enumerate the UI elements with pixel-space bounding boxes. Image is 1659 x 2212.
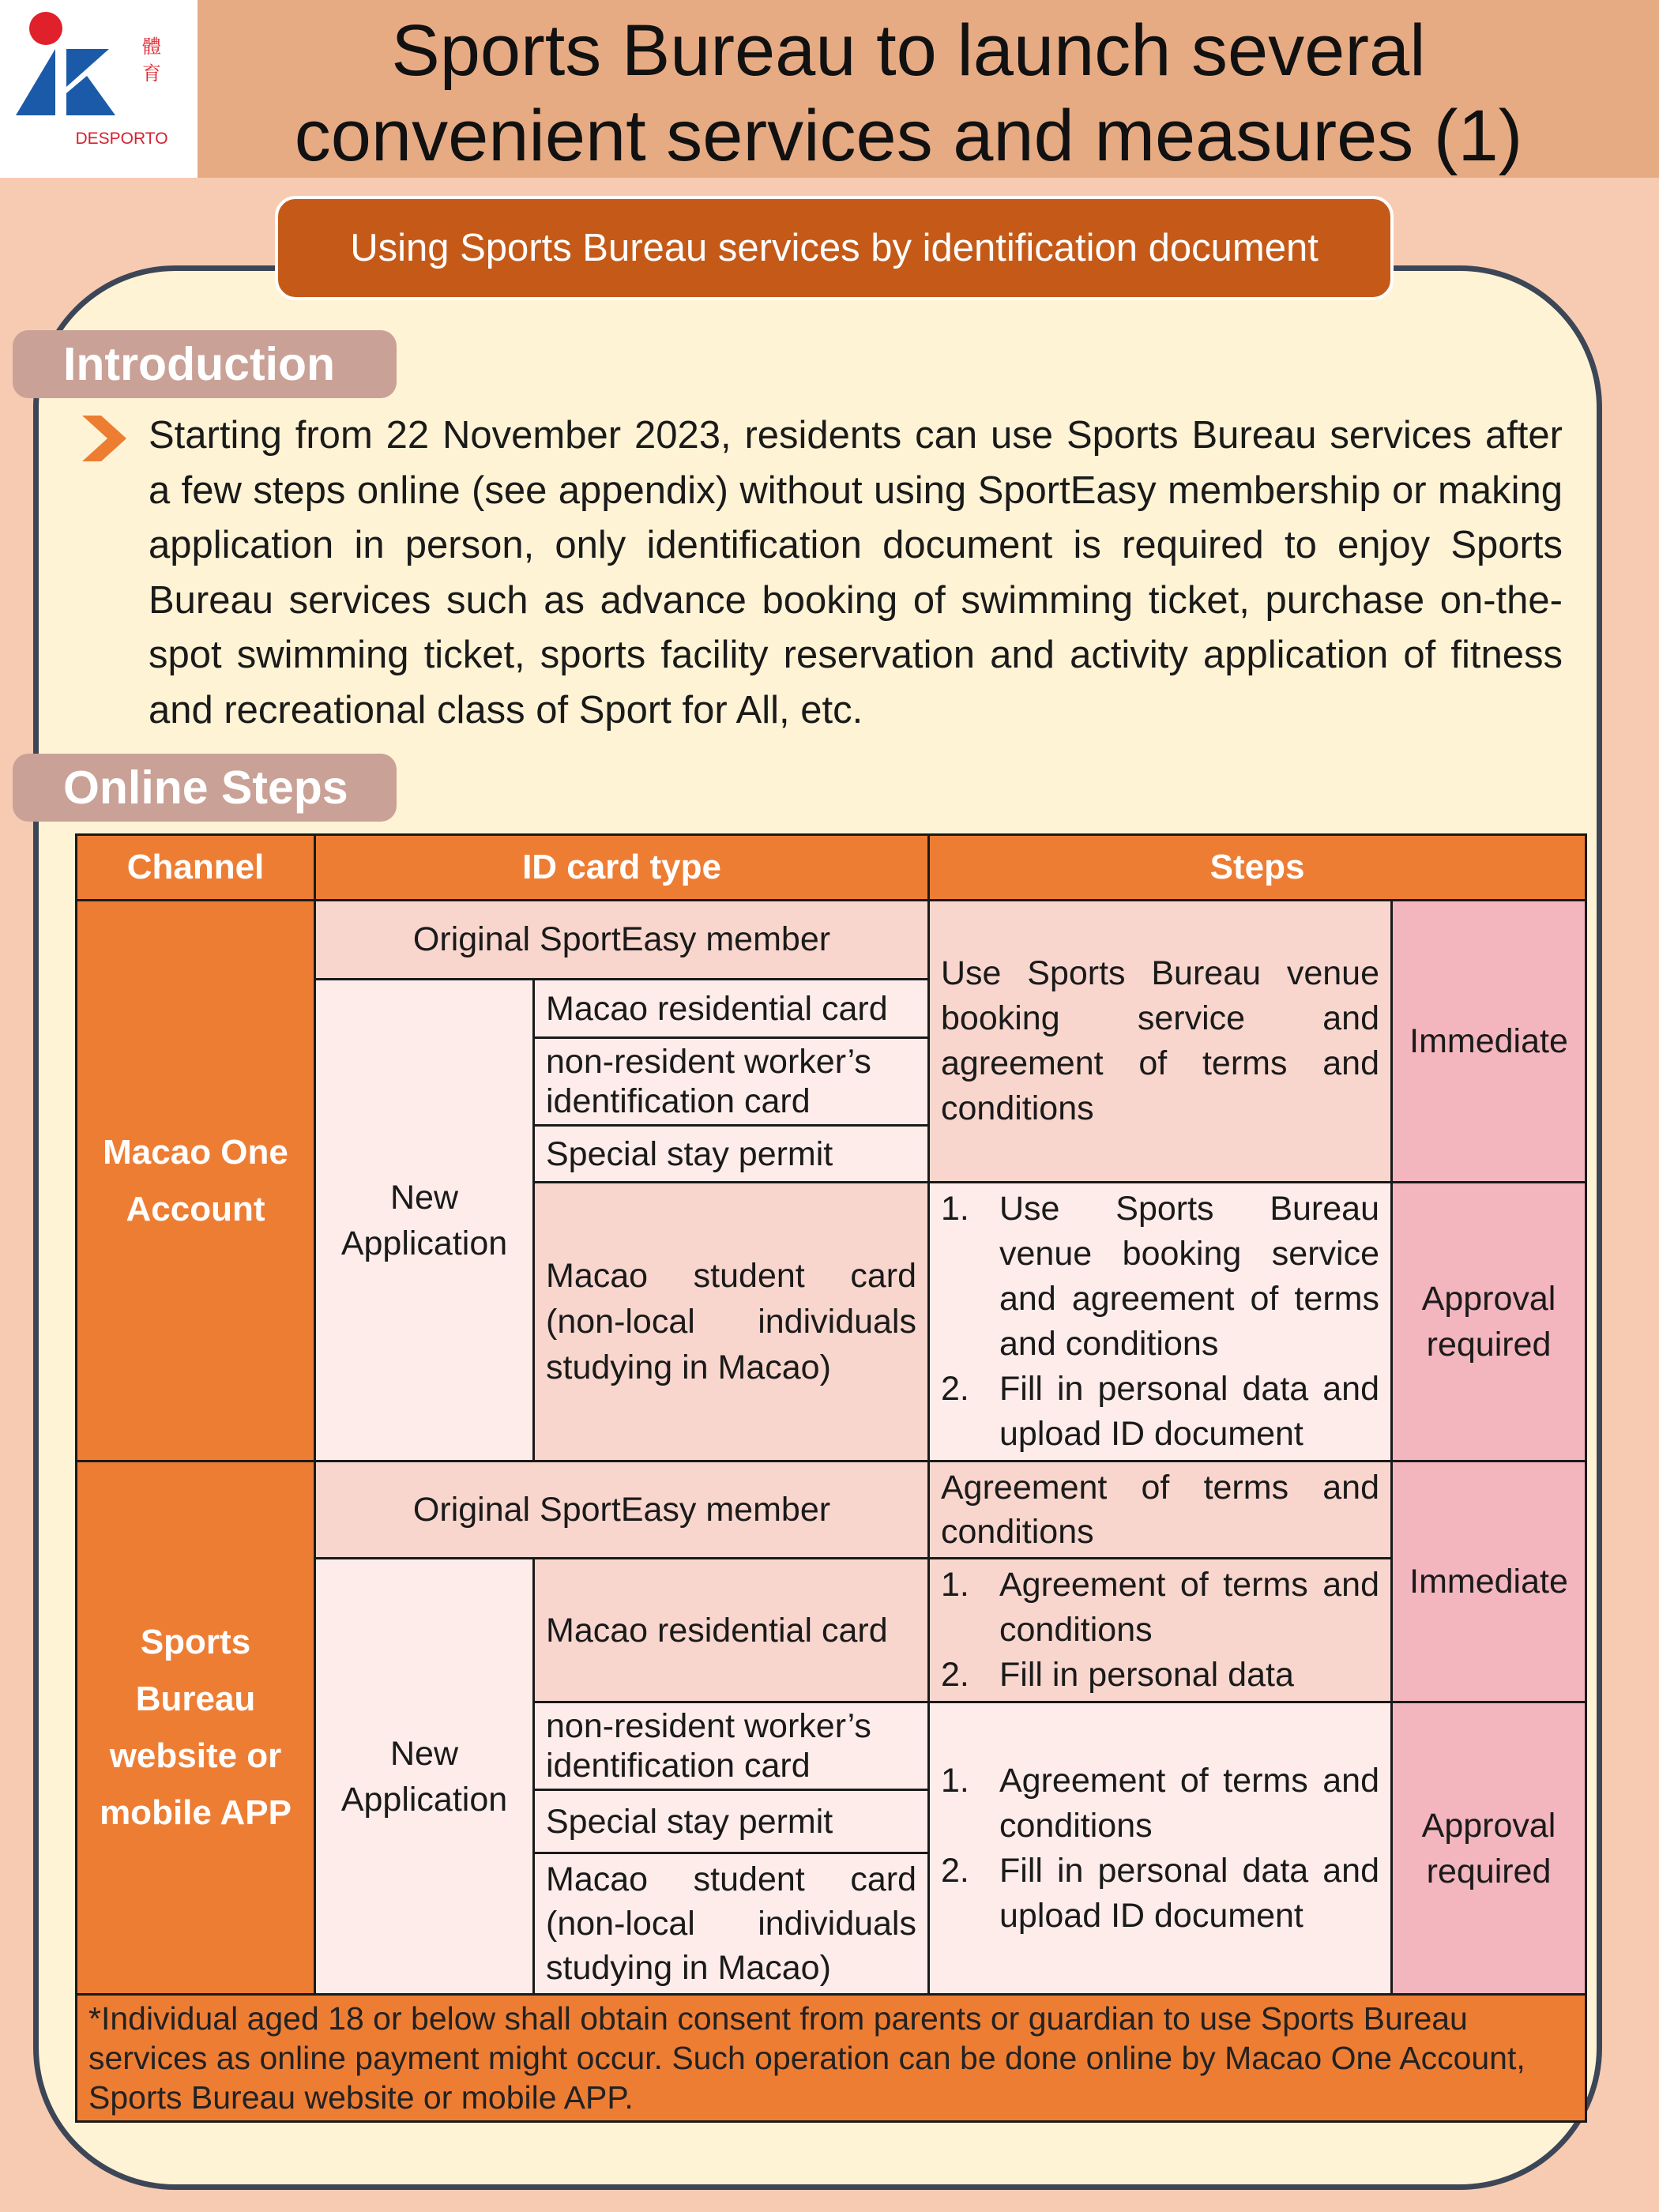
page-title — [229, 8, 1588, 179]
card-cell: Macao student card (non-local individuals studying in Macao) — [534, 1853, 929, 1995]
section-tag-introduction: Introduction — [13, 330, 397, 398]
list-item: 1. Agreement of terms and conditions — [941, 1761, 1379, 1845]
logo — [0, 0, 198, 178]
card-cell: Special stay permit — [534, 1790, 929, 1853]
header-steps: Steps — [929, 835, 1586, 901]
channel-macao-one-account: Macao One Account — [77, 901, 315, 1462]
card-cell: Special stay permit — [534, 1126, 929, 1183]
original-member-cell: Original SportEasy member — [315, 1462, 929, 1559]
page-title-line2: convenient services and measures (1) — [294, 96, 1523, 176]
online-steps-table — [75, 833, 1587, 2123]
steps-cell: Use Sports Bureau venue booking service and agreement of terms and conditions — [929, 901, 1392, 1183]
steps-list — [941, 1187, 1379, 1457]
section-tag-online-steps: Online Steps — [13, 754, 397, 822]
card-cell: Macao student card (non-local individuals studying in Macao) — [534, 1183, 929, 1462]
new-application-cell: New Application — [315, 980, 534, 1462]
channel-website-or-app: Sports Bureau website or mobile APP — [77, 1462, 315, 1995]
steps-cell — [929, 1559, 1392, 1702]
subtitle-banner: Using Sports Bureau services by identification document — [275, 196, 1394, 300]
card-cell: non-resident worker’s identification card — [534, 1038, 929, 1126]
footnote-row — [77, 1995, 1586, 2122]
list-item: 1. Agreement of terms and conditions — [941, 1566, 1379, 1649]
card-cell: Macao residential card — [534, 980, 929, 1038]
result-approval-required: Approval required — [1392, 1702, 1586, 1995]
original-member-cell: Original SportEasy member — [315, 901, 929, 980]
introduction-text: Starting from 22 November 2023, residents can use Sports Bureau services after a few steps online (see appendix) without using SportEasy membership or making application in person, only identification document is required to enjoy Sports Bureau services such as advance booking of swimming ticket, purchase on-the-spot swimming ticket, sports facility reservation and activity application of fitness and recreational class of Sport for All, etc. — [149, 414, 1563, 732]
steps-cell — [929, 1183, 1392, 1462]
logo-wordmark: DESPORTO — [75, 130, 168, 148]
card-cell: Macao residential card — [534, 1559, 929, 1702]
list-item: 2. Fill in personal data and upload ID document — [941, 1851, 1379, 1935]
sports-bureau-logo-icon — [14, 11, 141, 130]
new-application-cell: New Application — [315, 1559, 534, 1995]
logo-cjk-text: 體 育 — [142, 36, 161, 85]
footnote: *Individual aged 18 or below shall obtain consent from parents or guardian to use Sports Bureau services as online payment might occur. Such operation can be done online by Macao One Account, Sports Bureau website or mobile APP. — [77, 1995, 1586, 2122]
steps-list — [941, 1759, 1379, 1939]
list-item: 2. Fill in personal data and upload ID document — [941, 1370, 1379, 1453]
header-channel: Channel — [77, 835, 315, 901]
steps-list — [941, 1563, 1379, 1698]
steps-cell: Agreement of terms and conditions — [929, 1462, 1392, 1559]
result-immediate: Immediate — [1392, 901, 1586, 1183]
list-item: 1. Use Sports Bureau venue booking service and agreement of terms and conditions — [941, 1190, 1379, 1363]
chevron-right-icon — [79, 412, 130, 465]
page-title-line1: Sports Bureau to launch several — [391, 10, 1426, 91]
steps-cell — [929, 1702, 1392, 1995]
list-item: 2. Fill in personal data — [941, 1656, 1294, 1694]
card-cell: non-resident worker’s identification card — [534, 1702, 929, 1790]
table-header-row — [77, 835, 1586, 901]
result-approval-required: Approval required — [1392, 1183, 1586, 1462]
table-row — [77, 1462, 1586, 1559]
header-id-card-type: ID card type — [315, 835, 929, 901]
result-immediate: Immediate — [1392, 1462, 1586, 1702]
table-row — [77, 901, 1586, 980]
